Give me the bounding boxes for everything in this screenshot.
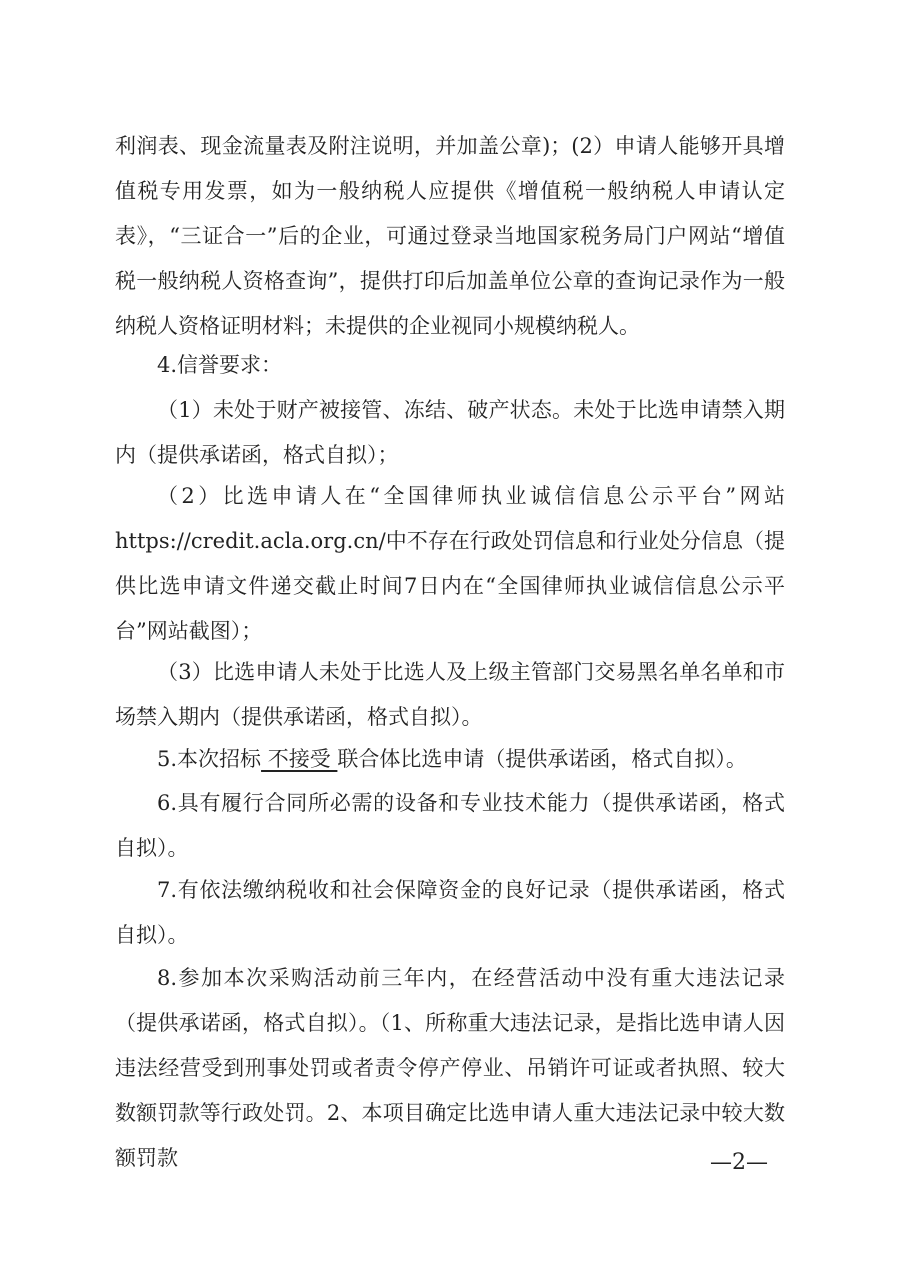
paragraph-credit-heading: 4.信誉要求：	[157, 353, 283, 377]
paragraph-consortium	[115, 737, 785, 782]
paragraph-tax-record: 7.有依法缴纳税收和社会保障资金的良好记录（提供承诺函，格式自拟）。	[115, 878, 785, 947]
paragraph-qualification-tax: 利润表、现金流量表及附注说明，并加盖公章)；(2）申请人能够开具增值税专用发票，如为一般纳税人应提供《增值税一般纳税人申请认定表》，“三证合一”后的企业，可通过登录当地国家税务局门户网站“增值税一般纳税人资格查询”，提供打印后加盖单位公章的查询记录作为一般纳税人资格证明材料；未提供的企业视同小规模纳税人。	[115, 134, 785, 338]
page-number: —2—	[710, 1150, 768, 1175]
consortium-suffix: 联合体比选申请（提供承诺函，格式自拟）。	[337, 747, 747, 771]
paragraph-violation-record: 8.参加本次采购活动前三年内，在经营活动中没有重大违法记录（提供承诺函，格式自拟）。（1、所称重大违法记录，是指比选申请人因违法经营受到刑事处罚或者责令停产停业、吊销许可证或者执照、较大数额罚款等行政处罚。2、本项目确定比选申请人重大违法记录中较大数额罚款	[115, 966, 785, 1170]
consortium-option: 不接受	[261, 747, 338, 771]
paragraph-credit-item-3: （3）比选申请人未处于比选人及上级主管部门交易黑名单名单和市场禁入期内（提供承诺函，格式自拟）。	[115, 660, 785, 729]
paragraph-credit-item-2: （2）比选申请人在“全国律师执业诚信信息公示平台”网站https://credit.acla.org.cn/中不存在行政处罚信息和行业处分信息（提供比选申请文件递交截止时间7日内在“全国律师执业诚信信息公示平台”网站截图）；	[115, 484, 785, 643]
paragraph-equipment: 6.具有履行合同所必需的设备和专业技术能力（提供承诺函，格式自拟）。	[115, 791, 785, 860]
paragraph-credit-item-1: （1）未处于财产被接管、冻结、破产状态。未处于比选申请禁入期内（提供承诺函，格式自拟）；	[115, 398, 785, 467]
consortium-prefix: 5.本次招标	[157, 747, 262, 771]
